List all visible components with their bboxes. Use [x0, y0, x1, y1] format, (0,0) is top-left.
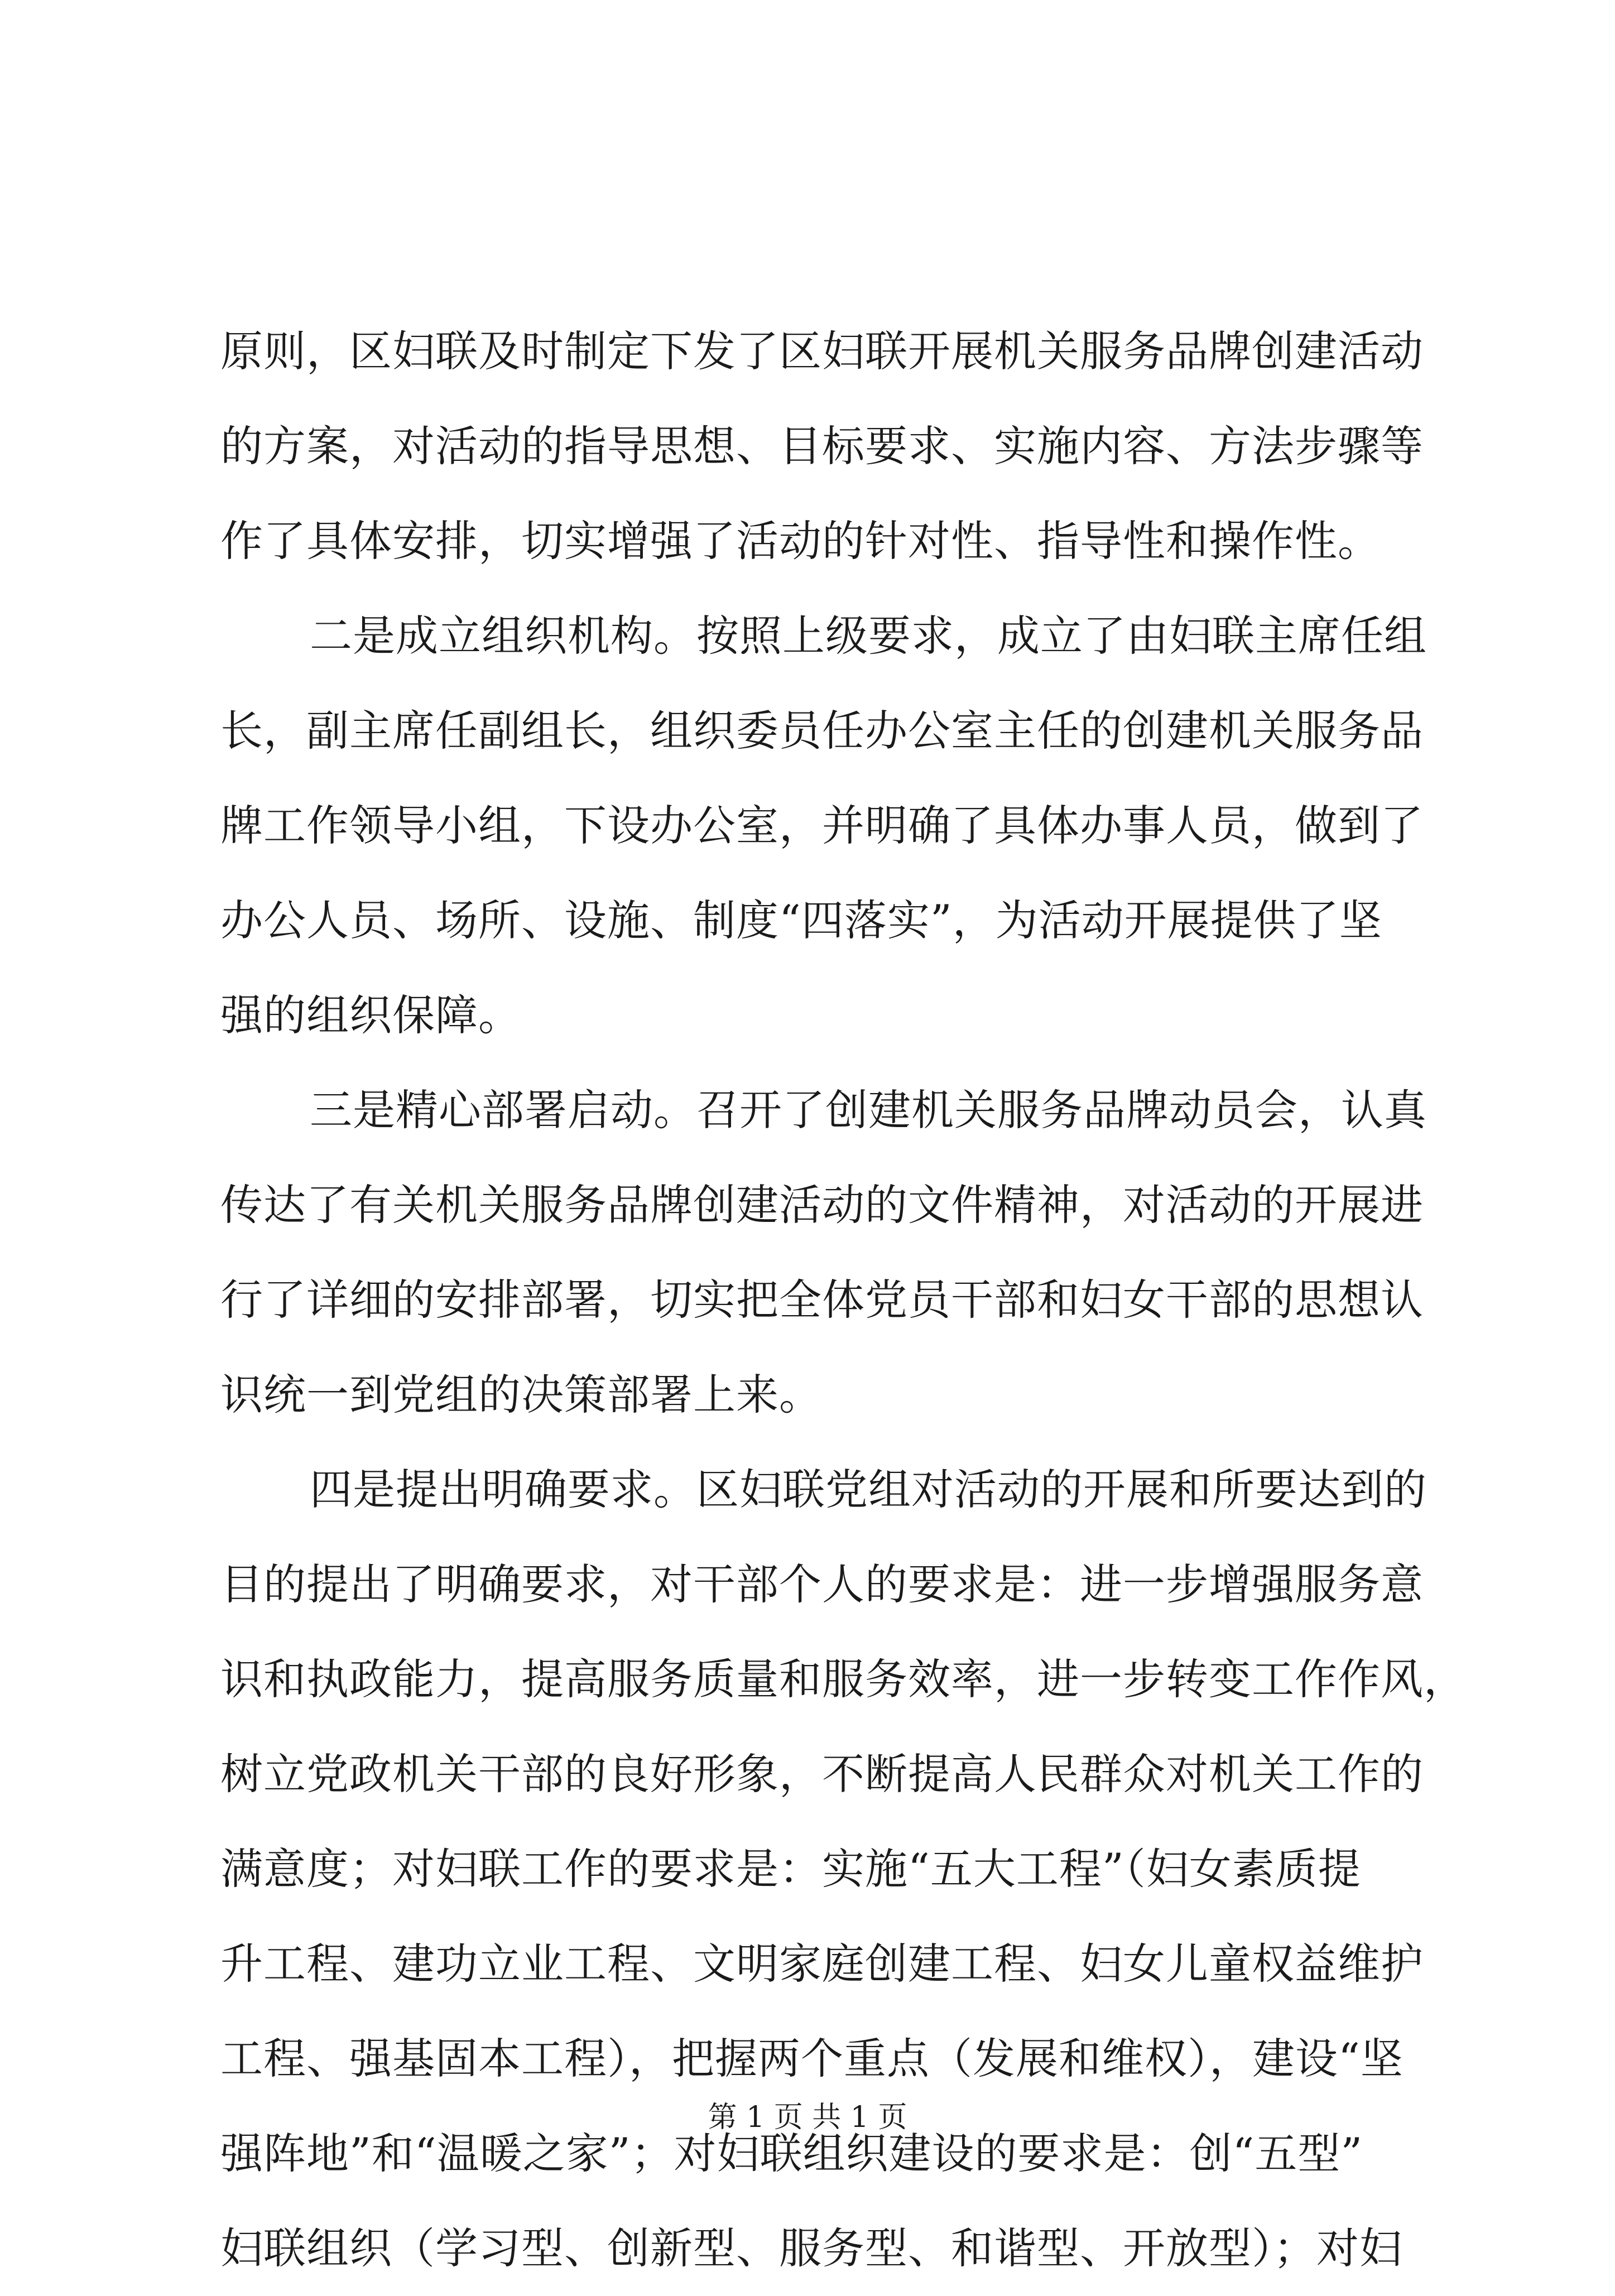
text-line: 工程、强基固本工程），把握两个重点（发展和维权），建设“坚 — [220, 2034, 1403, 2083]
paragraph-start-line: 二是成立组织机构。按照上级要求，成立了由妇联主席任组 — [310, 611, 1427, 661]
text-line: 识和执政能力，提高服务质量和服务效率，进一步转变工作作风， — [220, 1654, 1467, 1704]
text-line: 作了具体安排，切实增强了活动的针对性、指导性和操作性。 — [220, 516, 1381, 566]
text-line: 强的组织保障。 — [220, 990, 521, 1040]
text-line: 行了详细的安排部署，切实把全体党员干部和妇女干部的思想认 — [220, 1275, 1424, 1325]
text-line: 的方案，对活动的指导思想、目标要求、实施内容、方法步骤等 — [220, 421, 1424, 471]
text-line: 妇联组织（学习型、创新型、服务型、和谐型、开放型）；对妇 — [220, 2223, 1402, 2273]
text-line: 办公人员、场所、设施、制度“四落实”，为活动开展提供了坚 — [220, 896, 1382, 945]
page-footer: 第 1 页 共 1 页 — [708, 2101, 907, 2134]
text-line: 树立党政机关干部的良好形象，不断提高人民群众对机关工作的 — [220, 1749, 1424, 1799]
document-body — [220, 304, 1467, 2296]
text-line: 升工程、建功立业工程、文明家庭创建工程、妇女儿童权益维护 — [220, 1939, 1424, 1989]
text-line: 原则，区妇联及时制定下发了区妇联开展机关服务品牌创建活动 — [220, 326, 1424, 376]
text-line: 长，副主席任副组长，组织委员任办公室主任的创建机关服务品 — [220, 706, 1424, 755]
text-line: 目的提出了明确要求，对干部个人的要求是：进一步增强服务意 — [220, 1559, 1424, 1609]
text-line: 识统一到党组的决策部署上来。 — [220, 1370, 822, 1419]
text-line: 传达了有关机关服务品牌创建活动的文件精神，对活动的开展进 — [220, 1180, 1424, 1230]
text-line: 满意度；对妇联工作的要求是：实施“五大工程”（妇女素质提 — [220, 1844, 1361, 1894]
paragraph-start-line: 四是提出明确要求。区妇联党组对活动的开展和所要达到的 — [310, 1465, 1427, 1514]
paragraph-start-line: 三是精心部署启动。召开了创建机关服务品牌动员会，认真 — [310, 1085, 1427, 1135]
text-line: 牌工作领导小组，下设办公室，并明确了具体办事人员，做到了 — [220, 801, 1424, 850]
text-line: 强阵地”和“温暖之家”；对妇联组织建设的要求是：创“五型” — [220, 2129, 1363, 2178]
